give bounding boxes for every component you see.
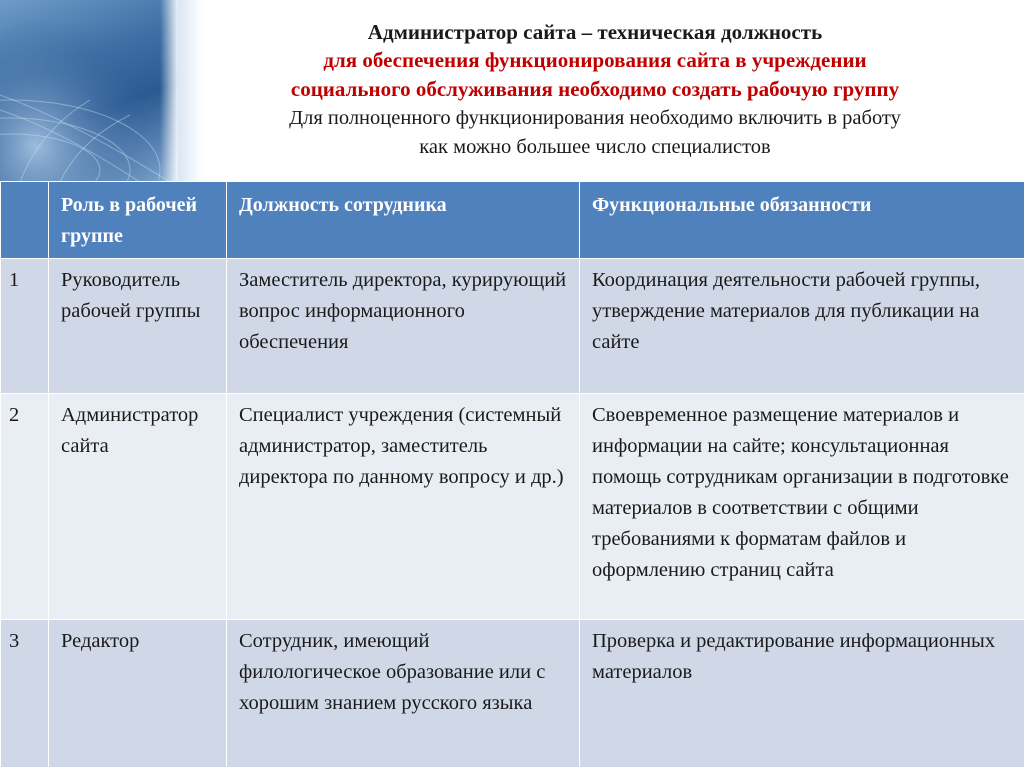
table-row [1,620,1024,767]
header-position: Должность сотрудника [227,182,580,259]
row-duties: Координация деятельности рабочей группы, утверждение материалов для публикации на сайте [580,259,1024,394]
roles-table [0,181,1024,767]
subtitle-line-2: социального обслуживания необходимо создать рабочую группу [290,77,900,101]
row-position: Сотрудник, имеющий филологическое образование или с хорошим знанием русского языка [227,620,580,767]
slide-header [195,18,995,162]
table-row [1,259,1024,394]
slide-title: Администратор сайта – техническая должность [367,20,823,44]
row-role: Редактор [49,620,227,767]
row-role: Руководитель рабочей группы [49,259,227,394]
row-num: 1 [1,259,49,394]
row-position: Заместитель директора, курирующий вопрос информационного обеспечения [227,259,580,394]
header-num [1,182,49,259]
subtitle-line-1: для обеспечения функционирования сайта в учреждении [323,48,867,72]
note-line-1: Для полноценного функционирования необходимо включить в работу [289,107,901,129]
row-num: 2 [1,394,49,620]
header-role: Роль в рабочей группе [49,182,227,259]
header-duties: Функциональные обязанности [580,182,1024,259]
globe-grid-icon [0,0,178,182]
table-row [1,394,1024,620]
row-num: 3 [1,620,49,767]
row-role: Администратор сайта [49,394,227,620]
row-duties: Проверка и редактирование информационных материалов [580,620,1024,767]
table-header-row [1,182,1024,259]
row-duties: Своевременное размещение материалов и информации на сайте; консультационная помощь сотрудникам организации в подготовке материалов в соответствии с общими требованиями к форматам файлов и оформлению страниц сайта [580,394,1024,620]
row-position: Специалист учреждения (системный администратор, заместитель директора по данному вопросу и др.) [227,394,580,620]
note-line-2: как можно большее число специалистов [419,136,771,158]
decorative-corner-image [0,0,178,182]
